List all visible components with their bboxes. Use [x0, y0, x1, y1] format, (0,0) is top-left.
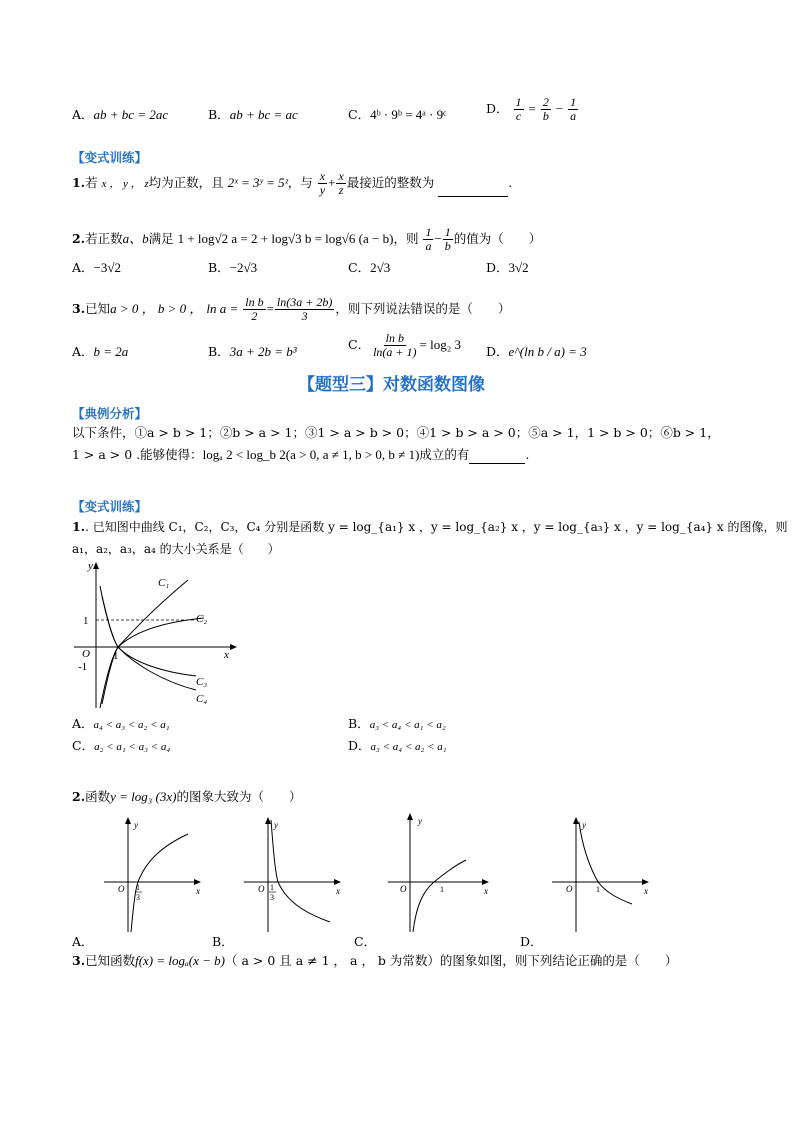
- graph-tick-y1: 1: [83, 615, 89, 627]
- dianli-line-2: 1 > a > 0 .能够使得：logₐ 2 < log_b 2(a > 0, a ≠ 1, b > 0, b ≠ 1)成立的有 .: [72, 447, 530, 462]
- curve-c1: [100, 580, 188, 708]
- bianshi-heading-1: 【变式训练】: [72, 150, 148, 165]
- curve-d: [579, 822, 632, 904]
- svg-text:O: O: [258, 884, 265, 894]
- curve-c3: [100, 586, 196, 676]
- question-3: 3.已知a > 0 ， b > 0 ， ln a = $\frac{\text{ln b}}{2}$ = $\frac{\ln(3a + 2b)}{3}$ ，则下列说法错误的是（ ）: [72, 295, 511, 323]
- svg-text:O: O: [400, 884, 407, 894]
- graph-label-a[interactable]: A．: [72, 934, 94, 949]
- svg-text:x: x: [484, 886, 488, 896]
- svg-text:1: 1: [596, 885, 600, 894]
- graph-option-a: [100, 816, 210, 934]
- label-c3: C₃: [196, 676, 208, 688]
- svg-text:y: y: [134, 820, 138, 830]
- svg-text:O: O: [118, 884, 125, 894]
- problem-3: 3.已知函数f(x) = logₐ(x − b)（ a > 0 且 a ≠ 1 ， a ， b 为常数）的图象如图，则下列结论正确的是（ ）: [72, 953, 678, 968]
- problem-2: 2.函数y = log₃ (3x)的图象大致为（ ）: [72, 789, 302, 804]
- q3-option-a: A．b = 2a: [72, 344, 129, 359]
- question-1: 1.若 x ， y ， z均为正数，且 2ˣ = 3ʸ = 5ᶻ，与 $\frac{x}{y}$ + $\frac{x}{z}$ 最接近的整数为 .: [72, 169, 513, 197]
- p1-option-d: D．a₃ < a₄ < a₂ < a₁: [348, 738, 447, 753]
- svg-text:1: 1: [440, 885, 444, 894]
- graph-option-c: [384, 812, 494, 934]
- svg-text:1: 1: [136, 883, 140, 892]
- curve-b: [271, 820, 330, 922]
- graph-label-b[interactable]: B．: [212, 934, 234, 949]
- top-option-a: A．ab + bc = 2ac: [72, 107, 169, 122]
- graph-label-d[interactable]: D．: [520, 934, 543, 949]
- log-curves-graph: [72, 560, 242, 710]
- svg-text:x: x: [196, 886, 200, 896]
- svg-text:1: 1: [270, 883, 274, 892]
- p1-option-a: A．a₄ < a₃ < a₂ < a₁: [72, 716, 170, 731]
- label-c1: C₁: [158, 577, 170, 589]
- q2-option-a: A．−3√2: [72, 260, 121, 275]
- graph-tick-x1: 1: [113, 650, 119, 662]
- p1-option-c: C．a₂ < a₁ < a₃ < a₄: [72, 738, 171, 753]
- top-option-d: D． $\frac{1}{c}$ = $\frac{2}{b}$ − $\frac{1}{a}$: [486, 95, 577, 123]
- dianli-heading: 【典例分析】: [72, 406, 148, 421]
- curve-c: [413, 860, 466, 932]
- top-option-b: B．ab + bc = ac: [208, 107, 298, 122]
- q3-option-c: C． $\frac{\text{ln b}}{\ln(a + 1)}$ = log₂ 3: [348, 331, 461, 359]
- dianli-line-1: 以下条件，①a > b > 1；②b > a > 1；③1 > a > b > 0；④1 > b > a > 0；⑤a > 1，1 > b > 0；⑥b > 1，: [72, 425, 720, 440]
- graph-origin: O: [82, 648, 90, 660]
- graph-option-b: [240, 816, 350, 934]
- graph-label-c[interactable]: C．: [354, 934, 377, 949]
- svg-text:y: y: [418, 816, 422, 826]
- q2-option-c: C．2√3: [348, 260, 391, 275]
- curve-c4: [102, 596, 196, 690]
- svg-text:x: x: [644, 886, 648, 896]
- graph-option-d: [548, 816, 658, 934]
- answer-blank-q1[interactable]: [438, 196, 508, 197]
- label-c4: C₄: [196, 693, 208, 705]
- section-title: 【题型三】对数函数图像: [298, 375, 485, 395]
- answer-blank-dianli[interactable]: [469, 463, 525, 464]
- y-axis-arrow: [93, 562, 99, 569]
- question-2: 2.若正数a、b满足 1 + log√2 a = 2 + log√3 b = log√6 (a − b)，则 $\frac{1}{a}$ − $\frac{1}{b}$ 的值为（ ）: [72, 225, 542, 253]
- svg-text:y: y: [582, 820, 586, 830]
- svg-text:y: y: [274, 820, 278, 830]
- svg-text:3: 3: [136, 893, 140, 902]
- graph-tick-neg1: -1: [78, 661, 88, 673]
- svg-text:O: O: [566, 884, 573, 894]
- q3-option-d: D．e^(ln b / a) = 3: [486, 344, 587, 359]
- svg-text:x: x: [336, 886, 340, 896]
- problem-1-line-2: a₁，a₂，a₃，a₄ 的大小关系是（ ）: [72, 542, 280, 556]
- q2-option-d: D．3√2: [486, 260, 529, 275]
- q3-option-b: B．3a + 2b = b³: [208, 344, 297, 359]
- graph-y-label: y: [88, 560, 93, 572]
- graph-x-label: x: [224, 649, 229, 661]
- label-c2: C₂: [196, 613, 208, 625]
- svg-text:3: 3: [270, 893, 274, 902]
- bianshi-heading-2: 【变式训练】: [72, 499, 148, 514]
- x-axis-arrow: [230, 644, 237, 650]
- p1-option-b: B．a₃ < a₄ < a₁ < a₂: [348, 716, 446, 731]
- q2-option-b: B．−2√3: [208, 260, 258, 275]
- problem-1-line-1: 1.. 已知图中曲线 C₁，C₂，C₃，C₄ 分别是函数 y = log_{a₁} x ，y = log_{a₂} x ，y = log_{a₃} x ，y = log_{a₄} x 的图像，则: [72, 519, 788, 534]
- top-option-c: C．4ᵇ · 9ᵇ = 4ᵃ · 9ᶜ: [348, 107, 447, 122]
